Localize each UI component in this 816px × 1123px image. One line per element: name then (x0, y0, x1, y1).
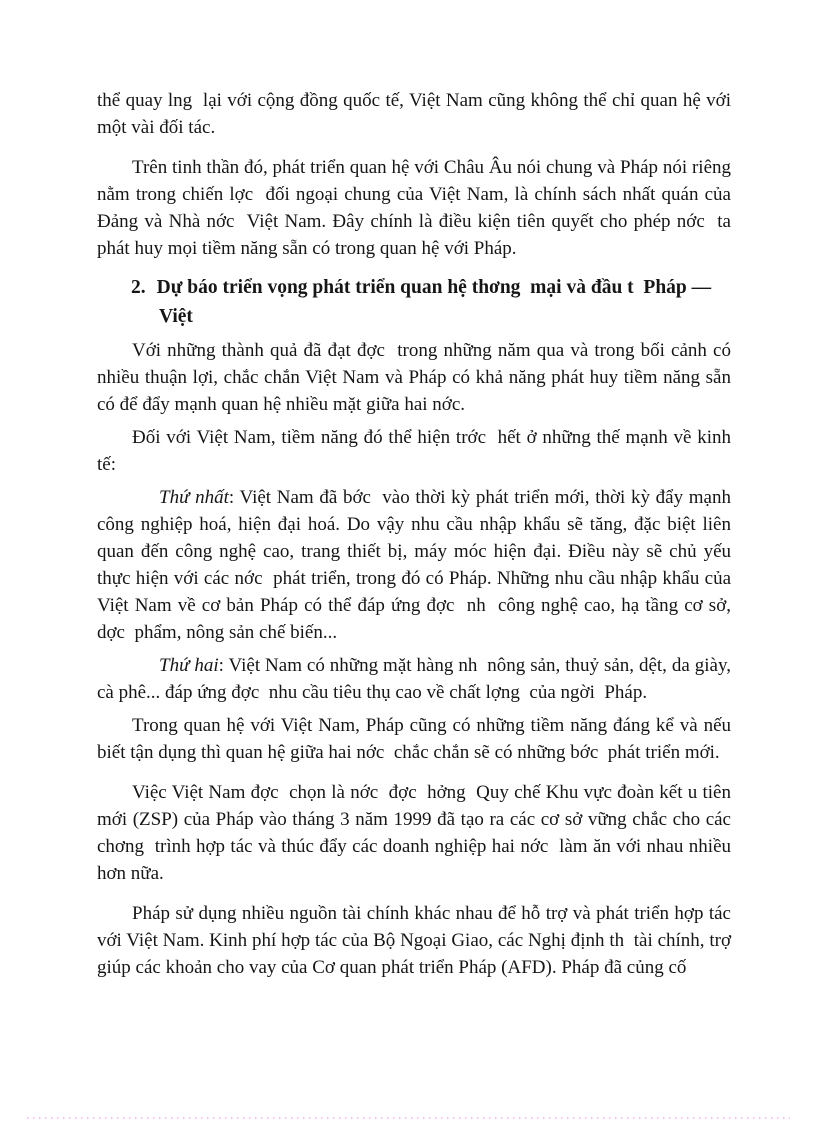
section-number: 2. (131, 277, 146, 298)
paragraph: Pháp sử dụng nhiều nguồn tài chính khác nhau để hỗ trợ và phát triển hợp tác với Việt Nam. Kinh phí hợp tác của Bộ Ngoại Giao, các Nghị định th tài chính, trợ giúp các khoản cho vay của Cơ quan phát triển Pháp (AFD). Pháp đã củng cố (97, 903, 731, 978)
paragraph-lead-italic: Thứ nhất (159, 487, 229, 508)
page-footer-dotted-line (27, 1117, 790, 1119)
page-text-block (97, 87, 731, 981)
section-heading (131, 273, 731, 331)
paragraph-body: : Việt Nam có những mặt hàng nh nông sản, thuỷ sản, dệt, da giày, cà phê... đáp ứng đợc nhu cầu tiêu thụ cao về chất lợng của ngời Pháp. (97, 655, 731, 703)
paragraph: Trong quan hệ với Việt Nam, Pháp cũng có những tiềm năng đáng kể và nếu biết tận dụng thì quan hệ giữa hai nớc chắc chắn sẽ có những bớc phát triển mới. (97, 715, 731, 763)
paragraph: Việc Việt Nam đợc chọn là nớc đợc hởng Quy chế Khu vực đoàn kết u tiên mới (ZSP) của Pháp vào tháng 3 năm 1999 đã tạo ra các cơ sở vững chắc cho các chơng trình hợp tác và thúc đẩy các doanh nghiệp hai nớc làm ăn với nhau nhiều hơn nữa. (97, 782, 731, 884)
paragraph-thu-hai (97, 652, 731, 706)
paragraph: Với những thành quả đã đạt đợc trong những năm qua và trong bối cảnh có nhiều thuận lợi, chắc chắn Việt Nam và Pháp có khả năng phát huy tiềm năng sẵn có để đẩy mạnh quan hệ nhiều mặt giữa hai nớc. (97, 340, 731, 415)
paragraph-body: : Việt Nam đã bớc vào thời kỳ phát triển mới, thời kỳ đẩy mạnh công nghiệp hoá, hiện đại hoá. Do vậy nhu cầu nhập khẩu sẽ tăng, đặc biệt liên quan đến công nghệ cao, trang thiết bị, máy móc hiện đại. Điều này sẽ chủ yếu thực hiện với các nớc phát triển, trong đó có Pháp. Những nhu cầu nhập khẩu của Việt Nam về cơ bản Pháp có thể đáp ứng đợc nh công nghệ cao, hạ tầng cơ sở, dợc phẩm, nông sản chế biến... (97, 487, 731, 643)
paragraph: Đối với Việt Nam, tiềm năng đó thể hiện trớc hết ở những thế mạnh về kinh tế: (97, 427, 731, 475)
paragraph-continuation: thể quay lng lại với cộng đồng quốc tế, Việt Nam cũng không thể chỉ quan hệ với một vài đối tác. (97, 90, 731, 138)
section-heading-line1: Dự báo triển vọng phát triển quan hệ thơng mại và đầu t Pháp — (156, 277, 712, 298)
paragraph-lead-italic: Thứ hai (159, 655, 219, 676)
paragraph-thu-nhat (97, 484, 731, 646)
paragraph: Trên tinh thần đó, phát triển quan hệ với Châu Âu nói chung và Pháp nói riêng nằm trong chiến lợc đối ngoại chung của Việt Nam, là chính sách nhất quán của Đảng và Nhà nớc Việt Nam. Đây chính là điều kiện tiên quyết cho phép nớc ta phát huy mọi tiềm năng sẵn có trong quan hệ với Pháp. (97, 157, 731, 259)
section-heading-line2: Việt (159, 306, 193, 327)
